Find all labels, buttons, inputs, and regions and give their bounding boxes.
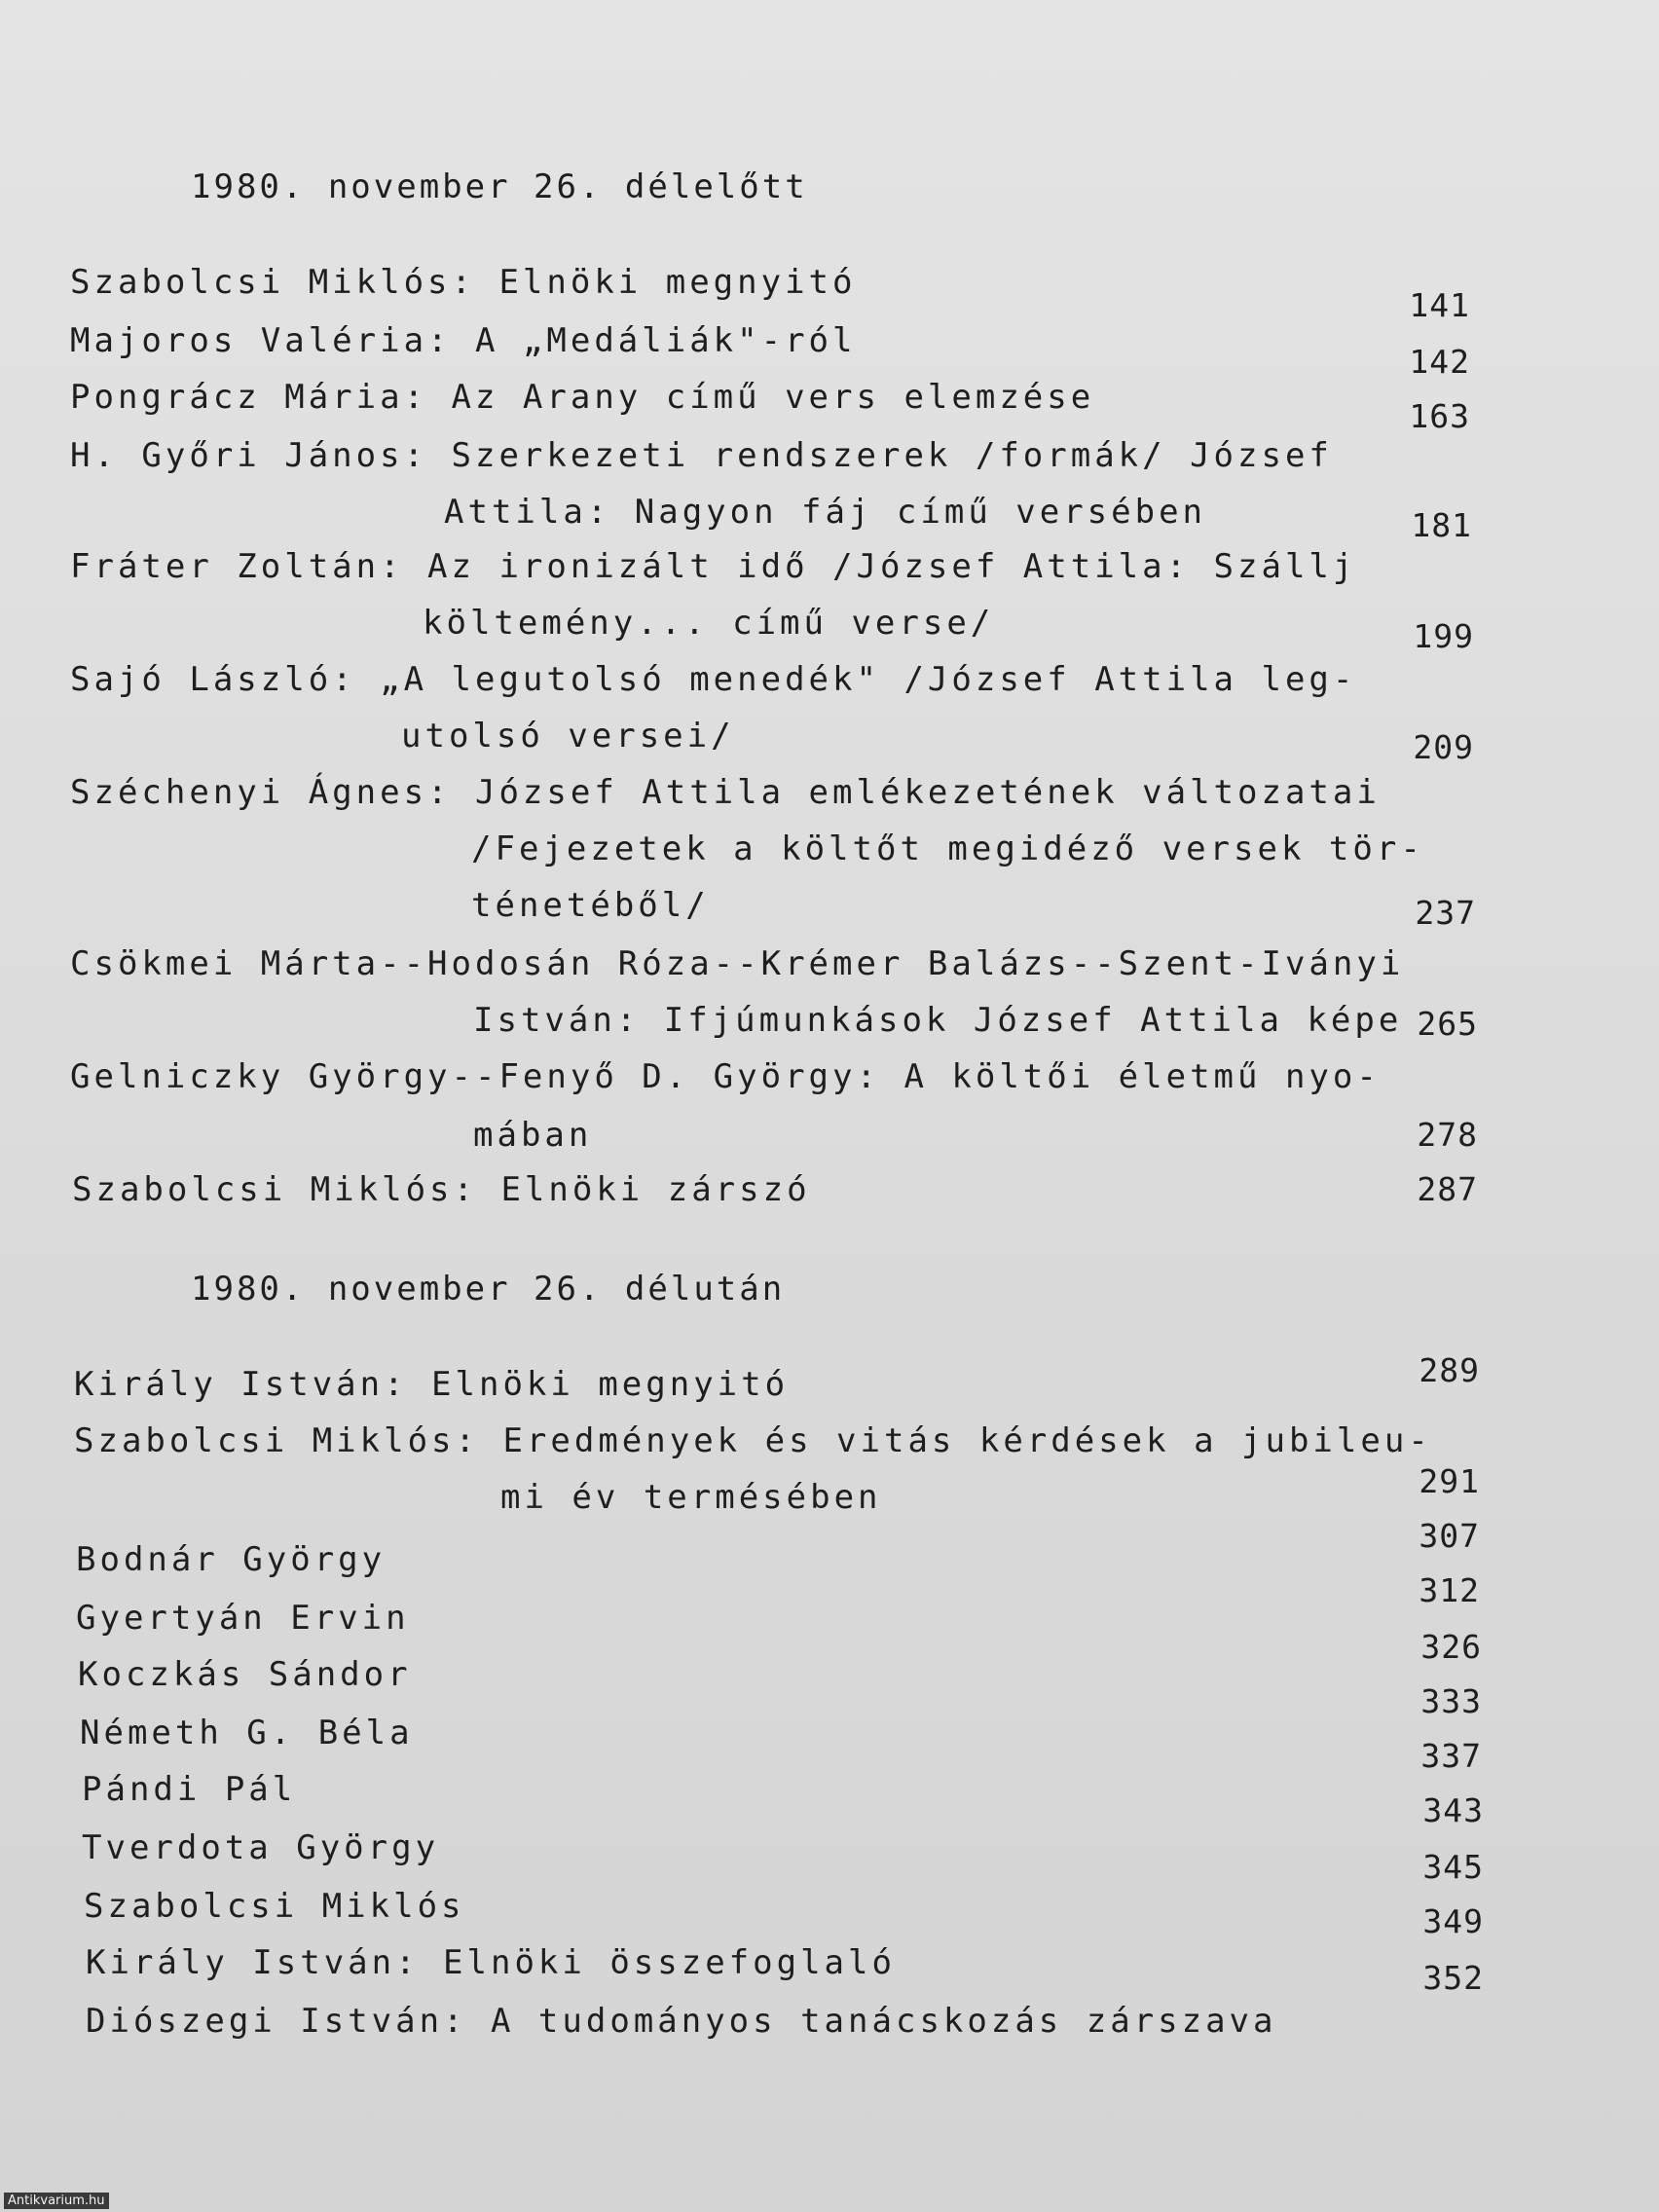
page-number: 181 bbox=[1411, 506, 1472, 544]
entry-line: Pongrácz Mária: Az Arany című vers elemzése bbox=[70, 378, 1095, 417]
entry-line: Bodnár György bbox=[76, 1540, 387, 1579]
page-number: 345 bbox=[1422, 1848, 1484, 1886]
page-number: 287 bbox=[1417, 1170, 1478, 1208]
page-number: 163 bbox=[1409, 397, 1470, 435]
page-number: 199 bbox=[1413, 617, 1474, 655]
entry-line-continued: költemény... című verse/ bbox=[423, 604, 995, 643]
page-number: 141 bbox=[1409, 286, 1470, 324]
entry-line: Szabolcsi Miklós: Elnöki megnyitó bbox=[70, 263, 857, 302]
page-number: 278 bbox=[1417, 1116, 1478, 1154]
entry-line-continued: Attila: Nagyon fáj című versében bbox=[444, 493, 1207, 532]
entry-line: Koczkás Sándor bbox=[78, 1655, 412, 1694]
entry-line: Szabolcsi Miklós: Elnöki zárszó bbox=[72, 1170, 811, 1209]
entry-line: Király István: Elnöki megnyitó bbox=[74, 1365, 790, 1404]
page-number: 289 bbox=[1419, 1351, 1480, 1389]
page-number: 265 bbox=[1417, 1005, 1478, 1043]
entry-line: Majoros Valéria: A „Medáliák"-ról bbox=[70, 321, 857, 360]
page-number: 291 bbox=[1419, 1462, 1480, 1500]
entry-line: Tverdota György bbox=[82, 1828, 440, 1867]
page-number: 237 bbox=[1415, 894, 1476, 932]
page-number: 209 bbox=[1413, 728, 1474, 766]
entry-line: Németh G. Béla bbox=[80, 1714, 414, 1752]
page-number: 337 bbox=[1420, 1737, 1482, 1775]
watermark: Antikvarium.hu bbox=[4, 2193, 109, 2209]
page-number: 312 bbox=[1419, 1571, 1480, 1609]
entry-line-continued: utolsó versei/ bbox=[401, 717, 735, 756]
page-number: 307 bbox=[1419, 1517, 1480, 1555]
page-number: 349 bbox=[1422, 1902, 1484, 1940]
entry-line: H. Győri János: Szerkezeti rendszerek /formák/ József bbox=[70, 436, 1333, 475]
entry-line: Fráter Zoltán: Az ironizált idő /József Attila: Szállj bbox=[70, 547, 1357, 586]
entry-line: Széchenyi Ágnes: József Attila emlékezetének változatai bbox=[70, 773, 1381, 812]
entry-line: Pándi Pál bbox=[82, 1770, 297, 1809]
entry-line-continued: István: Ifjúmunkások József Attila képe bbox=[473, 1001, 1403, 1040]
entry-line: Gelniczky György--Fenyő D. György: A költői életmű nyo- bbox=[70, 1057, 1381, 1096]
page-number: 142 bbox=[1409, 343, 1470, 381]
entry-line-continued: ténetéből/ bbox=[471, 886, 710, 925]
entry-line: Diószegi István: A tudományos tanácskozás zárszava bbox=[86, 2002, 1277, 2041]
page-number: 326 bbox=[1420, 1628, 1482, 1666]
entry-line-continued: mában bbox=[473, 1116, 593, 1155]
entry-line: Csökmei Márta--Hodosán Róza--Krémer Balázs--Szent-Iványi bbox=[70, 944, 1405, 983]
section-heading-afternoon: 1980. november 26. délután bbox=[191, 1270, 786, 1309]
page-number: 343 bbox=[1422, 1791, 1484, 1829]
section-heading-morning: 1980. november 26. délelőtt bbox=[191, 167, 808, 206]
entry-line: Király István: Elnöki összefoglaló bbox=[86, 1943, 896, 1982]
entry-line: Gyertyán Ervin bbox=[76, 1599, 410, 1638]
page-number: 352 bbox=[1422, 1959, 1484, 1997]
entry-line: Szabolcsi Miklós bbox=[84, 1887, 465, 1926]
entry-line: Sajó László: „A legutolsó menedék" /József Attila leg- bbox=[70, 660, 1357, 699]
entry-line: Szabolcsi Miklós: Eredmények és vitás kérdések a jubileu- bbox=[74, 1421, 1432, 1460]
entry-line-continued: /Fejezetek a költőt megidéző versek tör- bbox=[471, 830, 1424, 868]
entry-line-continued: mi év termésében bbox=[500, 1478, 882, 1517]
page-number: 333 bbox=[1420, 1682, 1482, 1720]
